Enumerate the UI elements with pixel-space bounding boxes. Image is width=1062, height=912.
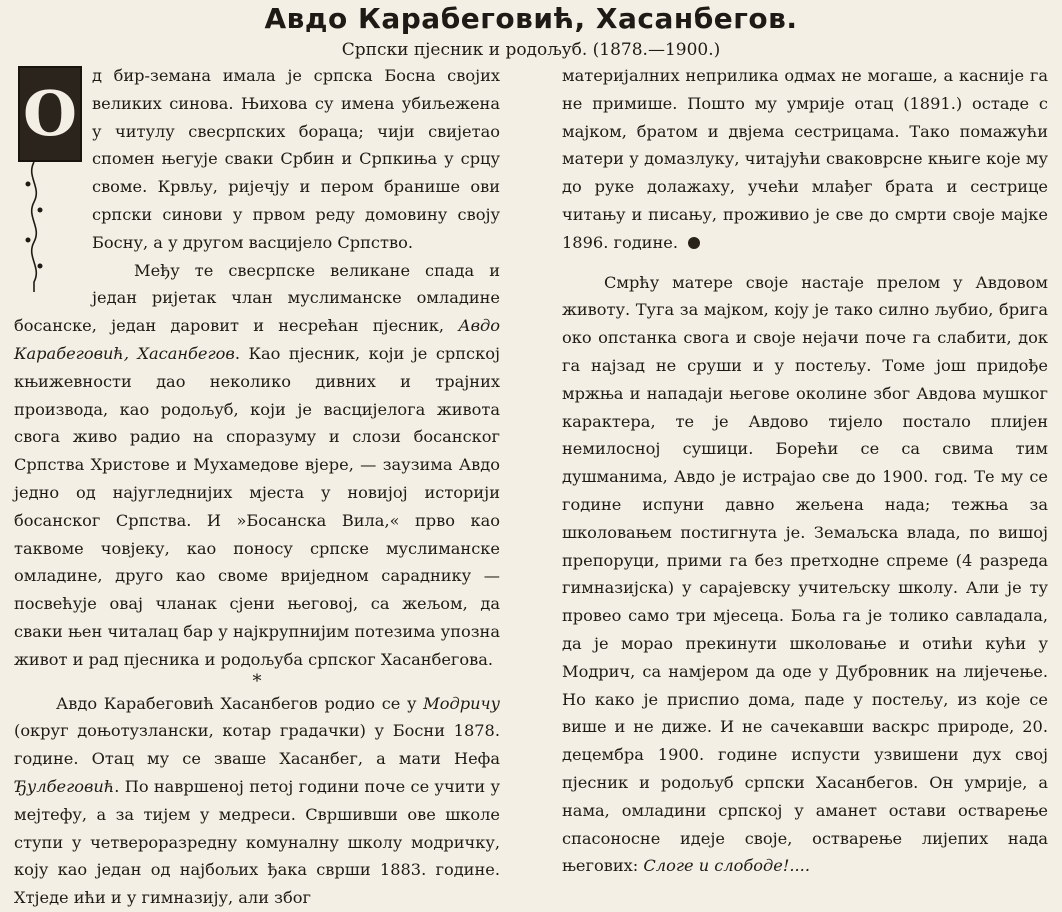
ornamental-initial (18, 66, 82, 292)
poet-name: Авдо Карабеговић, Хасанбегов (14, 316, 500, 363)
initial-letter: О (22, 77, 77, 150)
ink-blot (688, 237, 700, 249)
second-paragraph-text-b: . Као пјесник, који је српској књижевности дао неколико дивних и трајних производа, као родољуб, који је васцијелога живота свога живо радио на споразуму и слози босанског Српства Христове и Мухамедове вјере, — заузима Авдо једно од најугледнијих мјеста у новијој историји босанског Српства. И »Босанска Вила,« прво као таквоме човјеку, као поносу српске муслиманске омладине, друго као своме вриједном сараднику — посвећује овај чланак сјени његовој, са жељом, да сваки њен читалац бар у најкрупнијим потезима упозна живот и рад пјесника и родољуба српског Хасанбегова. (14, 343, 500, 669)
closing-paragraph (562, 269, 1048, 881)
left-column (14, 62, 500, 908)
article-subtitle: Српски пјесник и родољуб. (1878.—1900.) (341, 40, 721, 60)
vine-ornament-icon (24, 162, 44, 292)
second-paragraph (14, 257, 500, 674)
second-paragraph-text-a: Међу те свесрпске великане спада и један ријетак члан муслиманске омладине босанске, један даровит и несрећан пјесник, (14, 260, 500, 336)
biography-text-a: Авдо Карабеговић Хасанбегов родио се у (56, 693, 424, 713)
closing-text: Смрћу матере своје настаје прелом у Авдовом животу. Туга за мајком, коју је тако силно љубио, брига око опстанка свога и своје нејачи поче га слабити, док га најзад не сруши и у постељу. Томе још придође мржња и нападаји његове околине због Авдова мушког карактера, те је Авдово тијело постало плијен немилосној сушици. Борећи се са свима тим душманима, Авдо је истрајао све до 1900. год. Те му се године испуни давно жељена нада; тежња за школовањем постигнута је. Земаљска влада, по вишој препоруци, прими га без претходне спреме (4 разреда гимназијска) у сарајевску учитељску школу. Али је ту провео само три мјесеца. Боља га је толико савладала, да је морао прекинути школовање и отићи кући у Модрич, са намјером да оде у Дубровник на лијечење. Но како је приспио дома, паде у постељу, из које се више и не диже. И не сачекавши васкрс природе, 20. децембра 1900. године испусти узвишени дух свој пјесник и родољуб српски Хасанбегов. Он умрије, а нама, омладини српској у аманет остави остварење спасоносне идеје своје, остварење лијепих нада његових: (562, 272, 1048, 876)
article-header (10, 2, 1052, 62)
intro-paragraph: д бир-земана имала је српска Босна својих великих синова. Њихова су имена убиљежена у читулу свесрпских бораца; чији свијетао спомен његује сваки Србин и Српкиња у срцу своме. Крвљу, ријечју и пером бранише ови српски синови у првом реду домовину своју Босну, а у другом васцијело Српство. (92, 66, 500, 252)
text-columns (14, 62, 1048, 908)
birthplace: Модричу (423, 693, 500, 713)
mother-surname: Ђулбеговић (14, 776, 115, 796)
biography-text-c: . По навршеној петој години поче се учити у мејтефу, а за тијем у медреси. Свршивши ове школе ступи у четвероразредну комуналну школу модричку, коју као један од најбољих ђака сврши 1883. године. Хтједе ићи и у гимназију, али због (14, 776, 500, 908)
biography-text-b: (округ доњотузлански, котар градачки) у Босни 1878. године. Отац му се зваше Хасанбег, а мати Нефа (14, 721, 500, 769)
article-title: Авдо Карабеговић, Хасанбегов. (264, 2, 798, 35)
closing-motto: Слоге и слободе!.... (643, 856, 810, 876)
initial-frame (18, 66, 82, 162)
section-divider: * (252, 670, 262, 692)
biography-paragraph (14, 690, 500, 912)
right-column (562, 62, 1048, 876)
continuation-text: материјалних неприлика одмах не могаше, а касније га не примише. Пошто му умрије отац (1891.) остаде с мајком, братом и двјема сестрицама. Тако помажући матери у домазлуку, читајући сваковрсне књиге које му до руке долажаху, учећи млађег брата и сестрице читању и писању, проживио је све до смрти своје мајке 1896. године. (562, 66, 1048, 252)
continuation-paragraph (562, 62, 1048, 257)
